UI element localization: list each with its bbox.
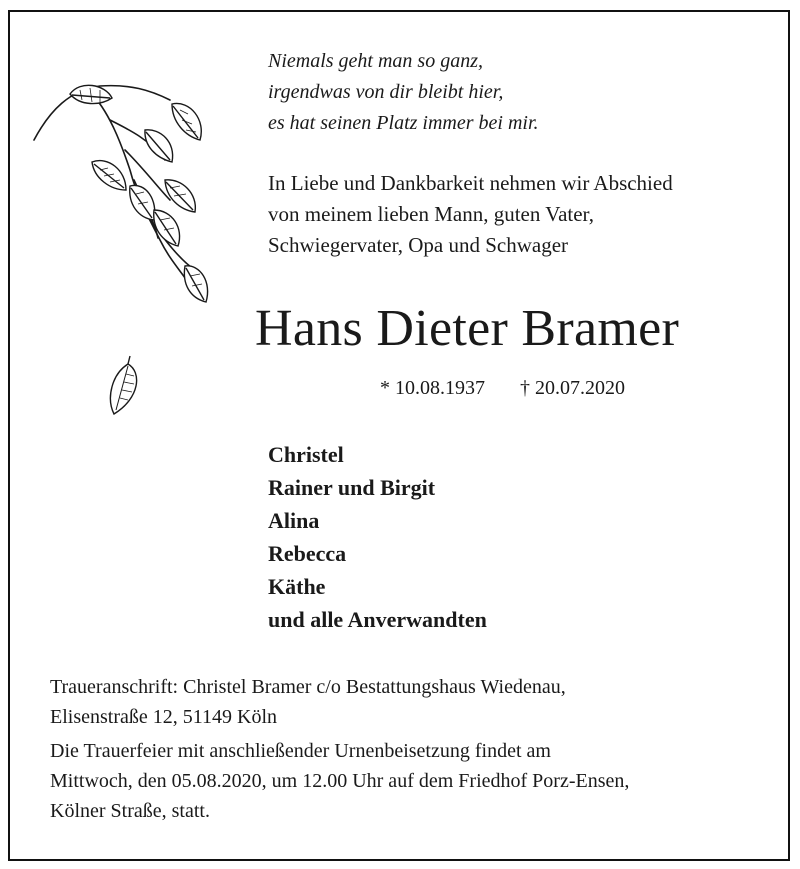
mourner: Alina [268, 508, 320, 533]
farewell-text [268, 168, 768, 261]
poem-line: es hat seinen Platz immer bei mir. [268, 112, 539, 134]
poem-line: irgendwas von dir bleibt hier, [268, 81, 504, 103]
falling-leaf-icon [100, 352, 150, 422]
death-date: † 20.07.2020 [520, 377, 625, 399]
ceremony-line: Kölner Straße, statt. [50, 800, 210, 822]
ceremony-line: Die Trauerfeier mit anschließender Urnenbeisetzung findet am [50, 740, 551, 762]
mourner: Rainer und Birgit [268, 475, 436, 500]
address-line: Elisenstraße 12, 51149 Köln [50, 706, 278, 728]
farewell-line: Schwiegervater, Opa und Schwager [268, 233, 569, 257]
birth-date: * 10.08.1937 [380, 377, 485, 399]
address-line: Traueranschrift: Christel Bramer c/o Bestattungshaus Wiedenau, [50, 676, 566, 698]
mourners-list [268, 438, 748, 636]
mourner: und alle Anverwandten [268, 607, 487, 632]
poem [268, 46, 768, 139]
mourner: Rebecca [268, 541, 347, 566]
birch-branch-icon [30, 70, 230, 330]
ceremony-line: Mittwoch, den 05.08.2020, um 12.00 Uhr auf dem Friedhof Porz-Ensen, [50, 770, 630, 792]
poem-line: Niemals geht man so ganz, [268, 50, 483, 72]
deceased-name: Hans Dieter Bramer [255, 300, 680, 357]
mourner: Christel [268, 442, 344, 467]
farewell-line: von meinem lieben Mann, guten Vater, [268, 202, 594, 226]
funeral-details [50, 672, 770, 826]
mourner: Käthe [268, 574, 326, 599]
farewell-line: In Liebe und Dankbarkeit nehmen wir Abschied [268, 171, 673, 195]
